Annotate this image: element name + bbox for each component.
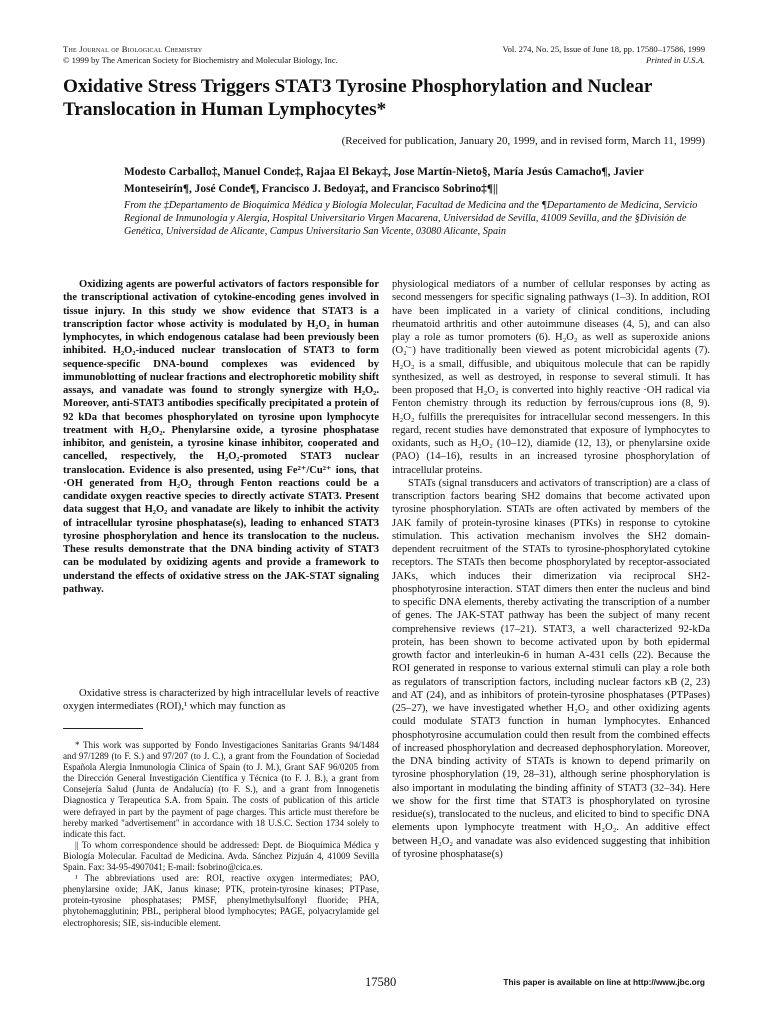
abstract-text: Oxidizing agents are powerful activators of factors responsible for the transcriptional activation of cytokine-encoding genes involved in tissue injury. In this study we show evidence that STAT3 is a transcription factor whose activity is modulated by H₂O₂ in human lymphocytes, in which endogenous catalase had been previously been inhibited. H₂O₂-induced nuclear translocation of STAT3 to form sequence-specific DNA-bound complexes was evidenced by immunoblotting of nuclear fractions and electrophoretic mobility shift assays, and vanadate was found to strongly synergize with H₂O₂. Moreover, anti-STAT3 antibodies specifically precipitated a protein of 92 kDa that becomes phosphorylated on tyrosine upon lymphocyte treatment with H₂O₂. Phenylarsine oxide, a tyrosine phosphatase inhibitor, and genistein, a tyrosine kinase inhibitor, cooperated and cancelled, respectively, the H₂O₂-promoted STAT3 nuclear translocation. Evidence is also presented, using Fe²⁺/Cu²⁺ ions, that ·OH generated from H₂O₂ through Fenton reactions could be a candidate oxygen reactive species to directly activate STAT3. Present data suggest that H₂O₂ and vanadate are likely to inhibit the activity of intracellular tyrosine phosphatase(s), leading to enhanced STAT3 tyrosine phosphorylation and hence its translocation to the nucleus. These results demonstrate that the DNA binding activity of STAT3 can be modulated by oxidizing agents and provide a framework to understand the effects of oxidative stress on the JAK-STAT signaling pathway. xyxy=(63,279,379,595)
received-dates: (Received for publication, January 20, 1999, and in revised form, March 11, 1999) xyxy=(341,135,705,147)
volume-info: Vol. 274, No. 25, Issue of June 18, pp. 17580–17586, 1999 xyxy=(502,44,705,54)
body-paragraph: STATs (signal transducers and activators of transcription) are a class of transcription factors bearing SH2 domains that become activated upon tyrosine phosphorylation. STATs are often activated by members of the JAK family of protein-tyrosine kinases (PTKs) in response to cytokine stimulation. This activation mechanism involves the SH2 domain-dependent recruitment of the STATs to tyrosine-phosphorylated cytokine receptors. The STATs then become phosphorylated by receptor-associated JAKs, which induces their dimerization via reciprocal SH2-phosphotyrosine interaction. STAT dimers then enter the nucleus and bind to specific DNA elements, thereby activating the transcription of a number of genes. The JAK-STAT pathway has been the subject of many recent comprehensive reviews (17–21). STAT3, a well characterized 92-kDa protein, has been shown to become activated upon by both epidermal growth factor and interleukin-6 in human A-431 cells (22). Because the ROI generated in response to various external stimuli can play a role both as regulators of transcription factors, including nuclear factors κB (2, 23) and AT (24), and as inhibitors of protein-tyrosine phosphatases (PTPases) (25–27), we have investigated whether H₂O₂ and other oxidizing agents could modulate STAT3 function in human lymphocytes. Enhanced phosphotyrosine accumulation could then result from the combined effects of increased phosphorylation and decreased dephosphorylation. Moreover, the DNA binding activity of STATs is known to depend primarily on tyrosine phosphorylation (19, 28–31), although serine phosphorylation is also important in modulating the binding affinity of STAT3 (32–34). Here we show for the first time that STAT3 is phosphorylated on tyrosine residue(s), translocated to the nucleus, and elicited to bind to specific DNA elements upon lymphocyte treatment with H₂O₂. An additive effect between H₂O₂ and vanadate was also evidenced suggesting that inhibition of tyrosine phosphatase(s) xyxy=(392,477,710,860)
page-number: 17580 xyxy=(365,975,397,989)
online-availability: This paper is available on line at http://www.jbc.org xyxy=(503,977,705,987)
journal-name: The Journal of Biological Chemistry xyxy=(63,44,203,54)
footnote-rule xyxy=(63,728,143,729)
footnote-funding: * This work was supported by Fondo Investigaciones Sanitarias Grants 94/1484 and 97/1289 (to F. S.) and 97/207 (to J. C.), a grant from the Foundation of Sociedad Española Alergia Inmunologia Clinica of Spain (to J. M.), Grant SAF 96/0205 from the Dirección General Investigación Científica y Técnica (to F. J. B.), a grant from Consejería Salud (Junta de Andalucía) (to F. S.), and a grant from Innogenetis Diagnostica y Terapeutica S.A. from Spain. The costs of publication of this article were defrayed in part by the payment of page charges. This article must therefore be hereby marked "advertisement" in accordance with 18 U.S.C. Section 1734 solely to indicate this fact. xyxy=(63,740,379,839)
running-header-right xyxy=(502,44,705,66)
affiliations: From the ‡Departamento de Bioquímica Médica y Biología Molecular, Facultad de Medicina and the ¶Departamento de Medicina, Servicio Regional de Inmunología y Alergia, Hospital Universitario Virgen Macarena, Universidad de Sevilla, 41009 Sevilla, and the §División de Genética, Universidad de Alicante, Campus Universitario San Vicente, 03080 Alicante, Spain xyxy=(124,200,698,238)
printed-note: Printed in U.S.A. xyxy=(646,55,705,65)
body-paragraph: physiological mediators of a number of cellular responses by acting as second messengers for specific signaling pathways (1–3). In addition, ROI have been implicated in a variety of clinical conditions, including rheumatoid arthritis and other autoimmune diseases (4, 5), and can also play a role as tumor promoters (6). H₂O₂ as well as superoxide anions (O₂̇⁻) have traditionally been viewed as potent microbicidal agents (7). H₂O₂ is a small, diffusible, and ubiquitous molecule that can be rapidly synthesized, as well as destroyed, in response to several stimuli. It has been proposed that H₂O₂ is converted into highly reactive ·OH radical via Fenton chemistry through its reduction by ferrous/cuprous ions (8, 9). H₂O₂ fulfills the prerequisites for intracellular second messengers. In this regard, recent studies have demonstrated that exposure of lymphocytes to oxidants, such as H₂O₂ (10–12), diamide (12, 13), or phenylarsine oxide (PAO) (14–16), results in an increased tyrosine phosphorylation of intracellular proteins. xyxy=(392,279,710,476)
article-title: Oxidative Stress Triggers STAT3 Tyrosine Phosphorylation and Nuclear Translocation in Human Lymphocytes* xyxy=(63,76,652,120)
introduction-start: Oxidative stress is characterized by high intracellular levels of reactive oxygen intermediates (ROI),¹ which may function as xyxy=(63,688,379,713)
author-list: Modesto Carballo‡, Manuel Conde‡, Rajaa El Bekay‡, Jose Martín-Nieto§, María Jesús Camacho¶, Javier Monteseirín¶, José Conde¶, Francisco J. Bedoya‡, and Francisco Sobrino‡¶|| xyxy=(124,166,644,195)
footnote-correspondence: || To whom correspondence should be addressed: Dept. de Bioquímica Médica y Biología Molecular. Facultad de Medicina. Avda. Sánchez Pizjuán 4, 41009 Sevilla Spain. Fax: 34-95-4907041; E-mail: fsobrino@cica.es. xyxy=(63,839,379,873)
footnote-abbreviations: ¹ The abbreviations used are: ROI, reactive oxygen intermediates; PAO, phenylarsine oxide; JAK, Janus kinase; PTK, protein-tyrosine kinases; PTPase, protein-tyrosine phosphatases; PMSF, phenylmethylsulfonyl fluoride; PHA, phytohemagglutinin; PBL, peripheral blood lymphocytes; PAGE, polyacrylamide gel electrophoresis; SIE, sis-inducible element. xyxy=(63,873,379,928)
copyright-line: © 1999 by The American Society for Biochemistry and Molecular Biology, Inc. xyxy=(63,55,338,65)
footnotes xyxy=(63,740,379,929)
body-right-column xyxy=(392,278,710,861)
running-header-left xyxy=(63,44,338,66)
